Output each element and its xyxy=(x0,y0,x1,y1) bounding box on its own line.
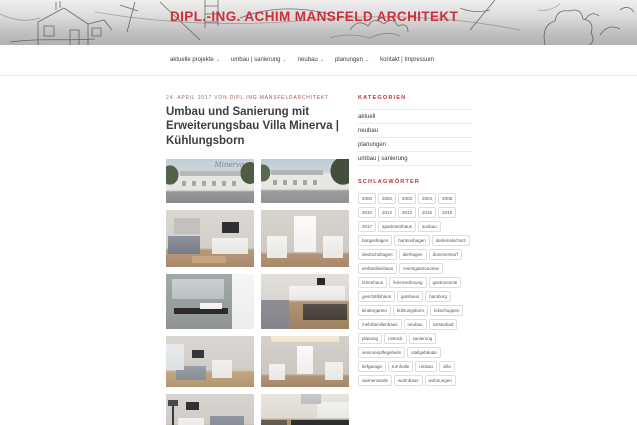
category-link-umbau-sanierung[interactable]: umbau | sanierung xyxy=(358,155,408,162)
tag-link[interactable]: 2017 xyxy=(358,221,376,232)
tag-link[interactable]: 2005 xyxy=(438,193,456,204)
nav-item-label: planungen xyxy=(334,57,363,63)
tag-link[interactable]: bargeshagen xyxy=(358,235,392,246)
tag-link[interactable]: 2002 xyxy=(378,193,396,204)
category-link-neubau[interactable]: neubau xyxy=(358,127,379,134)
gallery-photo-living-room[interactable] xyxy=(166,210,254,267)
tag-link[interactable]: 2004 xyxy=(418,193,436,204)
category-link-aktuell[interactable]: aktuell xyxy=(358,113,376,120)
post-article xyxy=(166,95,349,425)
tag-link[interactable]: lokschuppen xyxy=(430,305,463,316)
nav-item-umbau-sanierung[interactable] xyxy=(231,57,287,63)
nav-item-label: umbau | sanierung xyxy=(230,57,281,63)
gallery-photo-villa-corner[interactable] xyxy=(261,159,349,203)
tag-link[interactable]: turnhalle xyxy=(388,361,413,372)
tag-link[interactable]: ferienhaus xyxy=(358,277,387,288)
gallery-photo-living-area[interactable] xyxy=(166,336,254,387)
post-author-link[interactable]: DIPL.ING.MANSFELDARCHITEKT xyxy=(229,95,329,101)
photo-gallery xyxy=(166,159,349,425)
tag-link[interactable]: wohnhaus xyxy=(394,375,423,386)
tag-link[interactable]: tiefgarage xyxy=(358,361,386,372)
tag-link[interactable]: 2003 xyxy=(398,193,416,204)
tag-link[interactable]: seniorenpflegeheim xyxy=(358,347,405,358)
nav-item-label: kontakt | Impressum xyxy=(380,57,435,63)
main-nav xyxy=(0,45,637,76)
nav-item-kontakt-impressum[interactable] xyxy=(380,57,434,63)
tag-link[interactable]: 2000 xyxy=(358,193,376,204)
gallery-photo-living-sofa[interactable] xyxy=(166,394,254,425)
sidebar xyxy=(358,95,472,425)
tag-link[interactable]: denkmalschutz xyxy=(432,235,470,246)
nav-item-aktuelle-projekte[interactable] xyxy=(170,57,220,63)
site-header xyxy=(0,0,637,45)
nav-item-label: neubau xyxy=(297,57,318,63)
tag-link[interactable]: rostock xyxy=(384,333,407,344)
chevron-down-icon: ⌄ xyxy=(364,56,370,63)
tag-link[interactable]: ferienwohnung xyxy=(389,277,427,288)
tag-link[interactable]: kühlungsborn xyxy=(393,305,428,316)
tag-link[interactable]: 2012 xyxy=(378,207,396,218)
chevron-down-icon: ⌄ xyxy=(282,56,287,63)
categories-heading: KATEGORIEN xyxy=(358,95,407,101)
categories-list xyxy=(358,109,472,166)
tag-link[interactable]: neubau xyxy=(404,319,427,330)
tag-link[interactable]: 2015 xyxy=(418,207,436,218)
tag-link[interactable]: warnemünde xyxy=(358,375,392,386)
tag-link[interactable]: einfamilienhaus xyxy=(358,263,397,274)
category-link-planungen[interactable]: planungen xyxy=(358,141,387,148)
gallery-photo-kitchen-island[interactable] xyxy=(261,394,349,425)
post-meta xyxy=(166,95,349,101)
tag-link[interactable]: stallgebäude xyxy=(407,347,441,358)
tag-link[interactable]: gutshaus xyxy=(397,291,423,302)
tag-link[interactable]: 2016 xyxy=(438,207,456,218)
tag-link[interactable]: gastronomie xyxy=(429,277,462,288)
tag-link[interactable]: mehrfamilienhaus xyxy=(358,319,402,330)
tag-link[interactable]: 2010 xyxy=(358,207,376,218)
tag-link[interactable]: bartenshagen xyxy=(394,235,430,246)
gallery-photo-villa-front[interactable] xyxy=(166,159,254,203)
tag-link[interactable]: dierhagen xyxy=(399,249,427,260)
tag-link[interactable]: wohnungen xyxy=(425,375,456,386)
chevron-down-icon: ⌄ xyxy=(319,56,324,63)
tag-link[interactable]: 2013 xyxy=(398,207,416,218)
tag-link[interactable]: sanierung xyxy=(409,333,437,344)
gallery-photo-hallway-warm[interactable] xyxy=(261,336,349,387)
photo-overlay-text: Minerva xyxy=(214,161,244,170)
gallery-photo-hallway[interactable] xyxy=(261,210,349,267)
tag-link[interactable]: apartmenthaus xyxy=(378,221,416,232)
tag-link[interactable]: ausbau xyxy=(418,221,441,232)
tag-link[interactable]: diedrichshagen xyxy=(358,249,397,260)
post-date: 24. APRIL 2017 xyxy=(166,95,213,101)
tag-link[interactable]: geschäftshaus xyxy=(358,291,395,302)
byline-prefix: VON xyxy=(214,95,228,101)
nav-item-label: aktuelle projekte xyxy=(170,57,214,63)
site-title[interactable]: DIPL.-ING. ACHIM MANSFELD ARCHITEKT xyxy=(170,9,459,24)
tag-link[interactable]: ostseebad xyxy=(429,319,458,330)
chevron-down-icon: ⌄ xyxy=(215,56,220,63)
tag-cloud xyxy=(358,193,472,389)
gallery-photo-bathroom[interactable] xyxy=(166,274,254,329)
gallery-photo-kitchen-dining[interactable] xyxy=(261,274,349,329)
tag-link[interactable]: eventgastronomie xyxy=(399,263,443,274)
tag-link[interactable]: kindergarten xyxy=(358,305,391,316)
tag-link[interactable]: planung xyxy=(358,333,382,344)
post-title: Umbau und Sanierung mit Erweiterungsbau Villa Minerva | Kühlungsborn xyxy=(166,106,340,147)
tag-link[interactable]: villa xyxy=(439,361,455,372)
nav-item-neubau[interactable] xyxy=(298,57,324,63)
tag-link[interactable]: dummerstorf xyxy=(429,249,462,260)
nav-item-planungen[interactable] xyxy=(335,57,369,63)
tag-link[interactable]: umbau xyxy=(415,361,437,372)
tags-heading: SCHLAGWÖRTER xyxy=(358,179,421,185)
tag-link[interactable]: hamburg xyxy=(425,291,451,302)
